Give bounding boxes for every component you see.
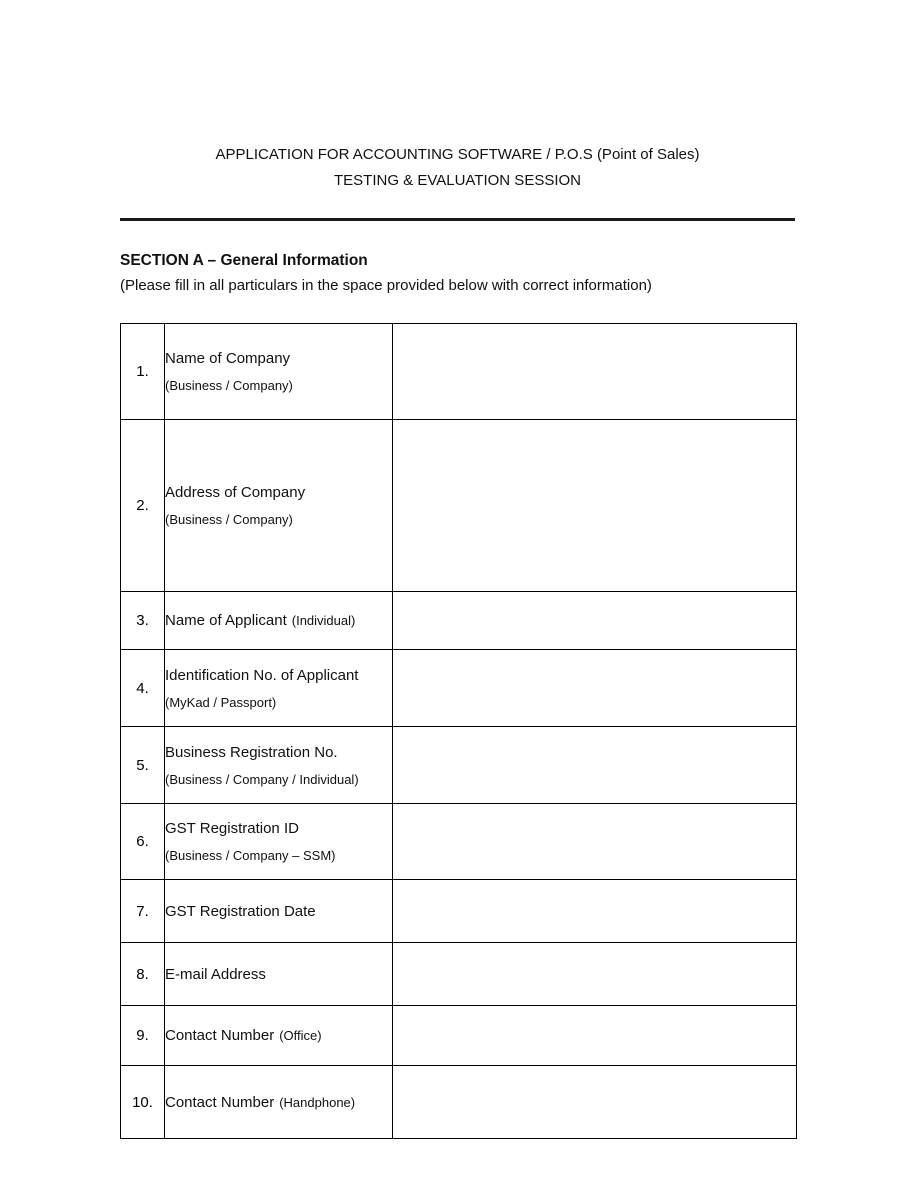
row-label: E-mail Address bbox=[165, 965, 266, 983]
row-label-cell bbox=[165, 324, 393, 420]
row-label-cell bbox=[165, 650, 393, 727]
value-cell[interactable] bbox=[393, 943, 797, 1006]
row-label-cell bbox=[165, 880, 393, 943]
table-row bbox=[121, 420, 797, 592]
row-label-cell bbox=[165, 1066, 393, 1139]
value-cell[interactable] bbox=[393, 804, 797, 880]
row-label: GST Registration Date bbox=[165, 902, 316, 920]
table-row bbox=[121, 650, 797, 727]
row-label-cell bbox=[165, 592, 393, 650]
row-number: 10. bbox=[121, 1066, 165, 1139]
value-cell[interactable] bbox=[393, 1066, 797, 1139]
table-row bbox=[121, 592, 797, 650]
row-number: 5. bbox=[121, 727, 165, 804]
table-row bbox=[121, 324, 797, 420]
page-title-line2: TESTING & EVALUATION SESSION bbox=[334, 172, 581, 189]
row-number: 1. bbox=[121, 324, 165, 420]
row-label: Identification No. of Applicant bbox=[165, 666, 359, 684]
row-label-cell bbox=[165, 804, 393, 880]
row-number: 3. bbox=[121, 592, 165, 650]
table-row bbox=[121, 804, 797, 880]
row-label-note: (Individual) bbox=[291, 613, 356, 628]
row-label: Contact Number (Handphone) bbox=[165, 1093, 356, 1111]
row-number: 2. bbox=[121, 420, 165, 592]
row-number: 7. bbox=[121, 880, 165, 943]
row-sublabel: (Business / Company / Individual) bbox=[165, 771, 359, 787]
row-label: Contact Number (Office) bbox=[165, 1027, 322, 1044]
value-cell[interactable] bbox=[393, 1006, 797, 1066]
table-row bbox=[121, 1006, 797, 1066]
row-sublabel: (Business / Company) bbox=[165, 512, 293, 527]
value-cell[interactable] bbox=[393, 420, 797, 592]
table-row bbox=[121, 727, 797, 804]
row-label-note: (Office) bbox=[279, 1028, 322, 1043]
row-number: 9. bbox=[121, 1006, 165, 1066]
document-content bbox=[120, 0, 795, 1139]
row-number: 8. bbox=[121, 943, 165, 1006]
value-cell[interactable] bbox=[393, 650, 797, 727]
value-cell[interactable] bbox=[393, 592, 797, 650]
row-number: 6. bbox=[121, 804, 165, 880]
value-cell[interactable] bbox=[393, 324, 797, 420]
row-label: Address of Company bbox=[165, 484, 306, 501]
row-number: 4. bbox=[121, 650, 165, 727]
general-information-table bbox=[120, 323, 797, 1139]
page-title-line1: APPLICATION FOR ACCOUNTING SOFTWARE / P.O.S (Point of Sales) bbox=[215, 146, 700, 163]
section-heading: SECTION A – General Information bbox=[120, 252, 368, 269]
row-sublabel: (Business / Company – SSM) bbox=[165, 848, 336, 863]
section-instruction: (Please fill in all particulars in the space provided below with correct information) bbox=[120, 277, 652, 294]
document-title bbox=[120, 142, 795, 194]
row-label-note: (Handphone) bbox=[279, 1094, 356, 1110]
row-sublabel: (Business / Company) bbox=[165, 378, 293, 393]
row-label-cell bbox=[165, 1006, 393, 1066]
row-sublabel: (MyKad / Passport) bbox=[165, 694, 277, 710]
row-label: GST Registration ID bbox=[165, 820, 299, 837]
table-row bbox=[121, 943, 797, 1006]
row-label-cell bbox=[165, 727, 393, 804]
table-row bbox=[121, 1066, 797, 1139]
row-label: Name of Company bbox=[165, 350, 291, 367]
value-cell[interactable] bbox=[393, 880, 797, 943]
row-label: Business Registration No. bbox=[165, 743, 338, 761]
value-cell[interactable] bbox=[393, 727, 797, 804]
table-row bbox=[121, 880, 797, 943]
title-divider bbox=[120, 218, 795, 221]
row-label-cell bbox=[165, 943, 393, 1006]
row-label-cell bbox=[165, 420, 393, 592]
row-label: Name of Applicant (Individual) bbox=[165, 612, 356, 629]
